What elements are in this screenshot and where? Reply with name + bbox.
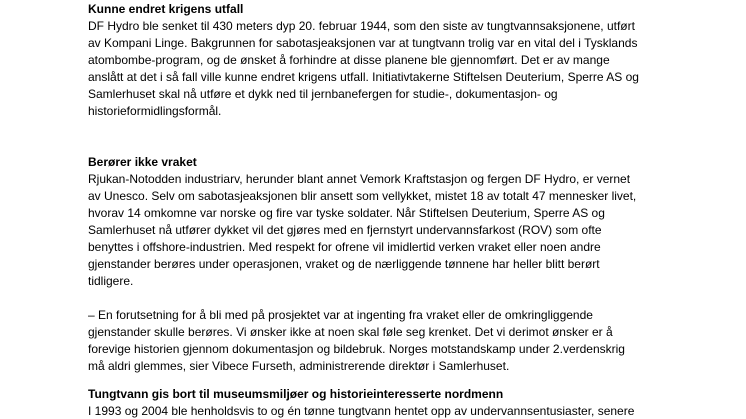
section-heading: Kunne endret krigens utfall: [88, 2, 244, 16]
section-berorer-ikke: [88, 154, 728, 375]
section-heading: Berører ikke vraket: [88, 155, 197, 169]
text-line: Samlerhuset nå utfører dykket vil det gjøres med en fjernstyrt undervannsfarkost (ROV) som ofte: [88, 223, 602, 237]
text-line: benyttes i offshore-industrien. Med respekt for ofrene vil imidlertid verken vraket eller noen andre: [88, 240, 601, 254]
text-line: må aldri glemmes, sier Vibece Furseth, administrerende direktør i Samlerhuset.: [88, 359, 510, 373]
text-line: av Unesco. Selv om sabotasjeaksjonen blir ansett som vellykket, mistet 18 av totalt 47 mennesker livet,: [88, 189, 637, 203]
text-line: historieformidlingsformål.: [88, 104, 222, 118]
text-line: Samlerhuset skal nå utføre et dykk ned til jernbanefergen for studie-, dokumentasjon- og: [88, 87, 558, 101]
paragraph: [88, 403, 728, 419]
text-line: anslått at det i så fall ville kunne endret krigens utfall. Initiativtakerne Stiftelsen Deuterium, Sperre AS og: [88, 70, 639, 84]
section-heading: Tungtvann gis bort til museumsmiljøer og historieinteresserte nordmenn: [88, 387, 504, 401]
text-line: I 1993 og 2004 ble henholdsvis to og én tønne tungtvann hentet opp av undervannsentusiaster, senere: [88, 404, 635, 418]
text-line: atombombe-program, og de ønsket å forhindre at disse planene ble gjennomført. Det er av mange: [88, 53, 610, 67]
text-line: av Kompani Linge. Bakgrunnen for sabotasjeaksjonen var at tungtvann trolig var en vital del i Tysklands: [88, 36, 638, 50]
text-line: DF Hydro ble senket til 430 meters dyp 20. februar 1944, som den siste av tungtvannsaksjonene, utført: [88, 19, 635, 33]
text-line: gjenstander skulle berøres. Vi ønsker ikke at noen skal føle seg krenket. Det vi derimot ønsker er å: [88, 325, 613, 339]
text-line: – En forutsetning for å bli med på prosjektet var at ingenting fra vraket eller de omkringliggende: [88, 308, 593, 322]
section-kunne-endret: [88, 1, 728, 120]
quote-paragraph: [88, 307, 728, 375]
text-line: hvorav 14 omkomne var norske og fire var tyske soldater. Når Stiftelsen Deuterium, Sperre AS og: [88, 206, 605, 220]
text-line: tidligere.: [88, 274, 134, 288]
text-line: Rjukan-Notodden industriarv, herunder blant annet Vemork Kraftstasjon og fergen DF Hydro, er vernet: [88, 172, 631, 186]
text-line: forevige historien gjennom dokumentasjon og bildebruk. Norges motstandskamp under 2.verdenskrig: [88, 342, 625, 356]
text-line: gjenstander berøres under operasjonen, vraket og de nærliggende tønnene har heller blitt berørt: [88, 257, 600, 271]
section-tungtvann: [88, 386, 728, 419]
paragraph: [88, 18, 728, 120]
paragraph: [88, 171, 728, 290]
